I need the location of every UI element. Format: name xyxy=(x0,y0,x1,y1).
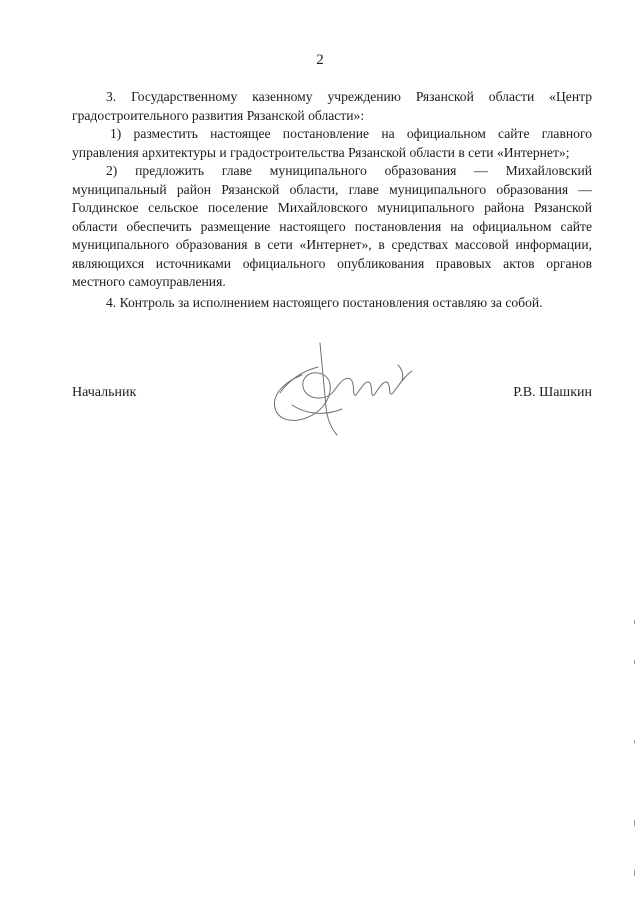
paragraph-item-4: 4. Контроль за исполнением настоящего постановления оставляю за собой. xyxy=(106,294,543,310)
paragraph-item-3-1: 1) разместить настоящее постановление на официальном сайте главного управления архитектуры и градостроительства Рязанской области в сети «Интернет»; xyxy=(72,126,592,160)
scan-margin-marks xyxy=(633,620,636,880)
signature-block xyxy=(72,385,592,409)
paragraph-item-3: 3. Государственному казенному учреждению Рязанской области «Центр градостроительного развития Рязанской области»: xyxy=(72,89,592,123)
signatory-name: Р.В. Шашкин xyxy=(513,385,592,400)
document-body xyxy=(72,88,592,312)
signatory-position: Начальник xyxy=(72,385,137,400)
paragraph-item-3-2: 2) предложить главе муниципального образования — Михайловский муниципальный район Рязанской области, главе муниципального образования — Голдинское сельское поселение Михайловского муниципального района Рязанской области обеспечить размещение настоящего постановления на официальном сайте муниципального образования в сети «Интернет», в средствах массовой информации, являющихся источниками официального опубликования правовых актов органов местного самоуправления. xyxy=(72,163,592,289)
page-number: 2 xyxy=(316,52,324,68)
